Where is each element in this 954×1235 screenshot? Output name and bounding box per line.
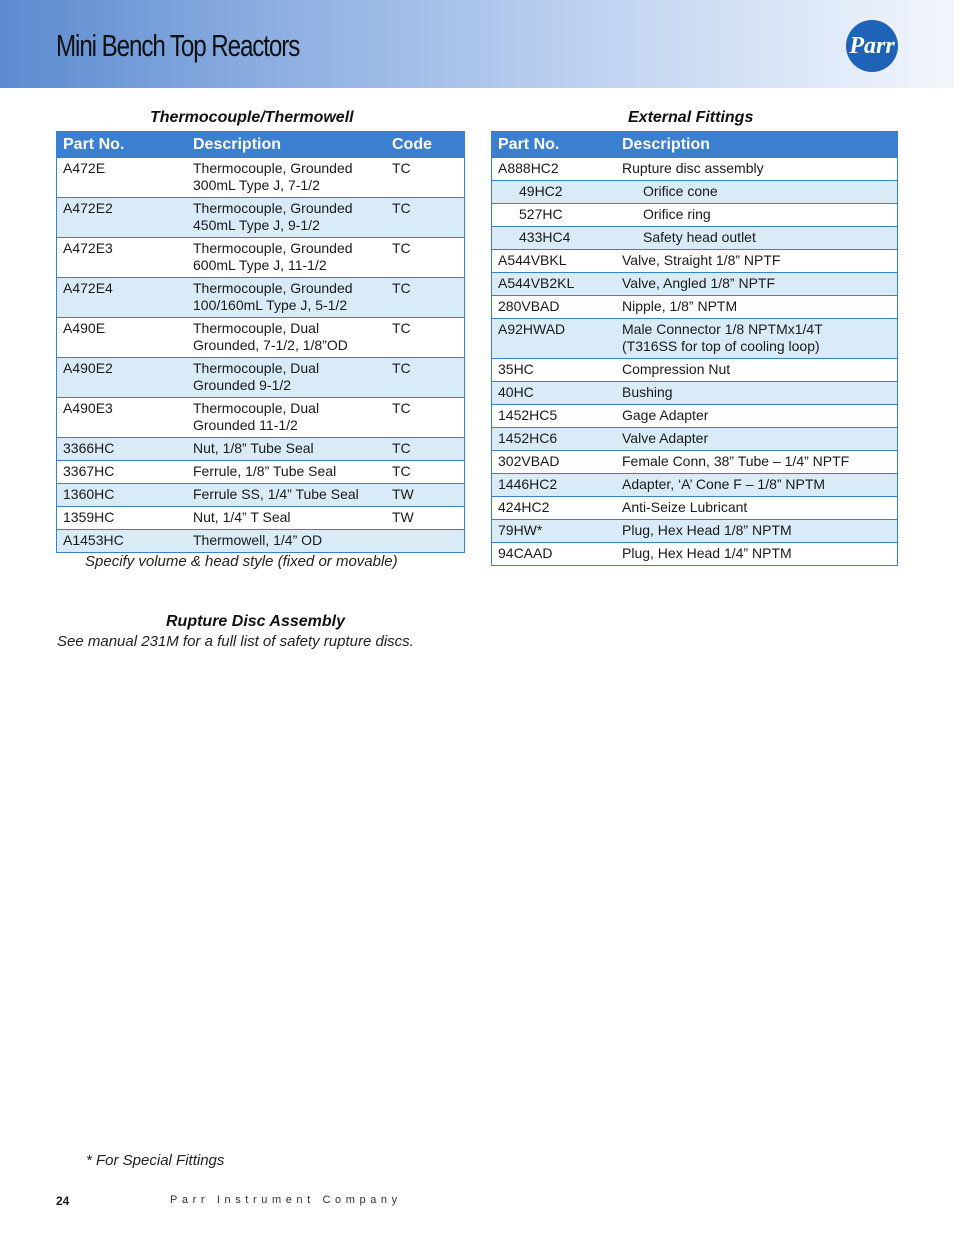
table-cell: Anti-Seize Lubricant <box>616 497 898 520</box>
table-cell: A490E3 <box>57 398 188 438</box>
table-cell: A472E2 <box>57 198 188 238</box>
table-cell: 1446HC2 <box>492 474 617 497</box>
table-row <box>492 204 898 227</box>
table-cell: TW <box>386 484 465 507</box>
table-row <box>57 530 465 553</box>
table-cell: A544VBKL <box>492 250 617 273</box>
table-cell: Female Conn, 38” Tube – 1/4” NPTF <box>616 451 898 474</box>
table-cell: Nipple, 1/8” NPTM <box>616 296 898 319</box>
table-row <box>492 405 898 428</box>
fittings-table <box>491 131 898 566</box>
table-cell <box>386 530 465 553</box>
table-cell: Nut, 1/8” Tube Seal <box>187 438 386 461</box>
table-row <box>57 278 465 318</box>
rupture-note: See manual 231M for a full list of safety rupture discs. <box>57 633 414 650</box>
table-cell: TC <box>386 318 465 358</box>
table-row <box>57 318 465 358</box>
table-cell: Orifice ring <box>616 204 898 227</box>
table-cell: A472E3 <box>57 238 188 278</box>
thermocouple-section-title: Thermocouple/Thermowell <box>150 109 354 126</box>
table-row <box>492 543 898 566</box>
thermocouple-table <box>56 131 465 553</box>
table-cell: 35HC <box>492 359 617 382</box>
thermocouple-note: Specify volume & head style (fixed or movable) <box>85 553 398 570</box>
table-cell: Ferrule SS, 1/4” Tube Seal <box>187 484 386 507</box>
table-row <box>492 319 898 359</box>
table-cell: Thermocouple, Grounded 100/160mL Type J, 5-1/2 <box>187 278 386 318</box>
column-header: Part No. <box>57 132 188 158</box>
table-cell: 1452HC6 <box>492 428 617 451</box>
table-cell: Gage Adapter <box>616 405 898 428</box>
table-row <box>492 497 898 520</box>
column-header: Description <box>187 132 386 158</box>
table-cell: 94CAAD <box>492 543 617 566</box>
table-cell: 3367HC <box>57 461 188 484</box>
table-header-row <box>57 132 465 158</box>
table-header-row <box>492 132 898 158</box>
table-cell: TW <box>386 507 465 530</box>
table-cell: 527HC <box>492 204 617 227</box>
table-cell: Thermocouple, Grounded 600mL Type J, 11-1/2 <box>187 238 386 278</box>
table-cell: A472E <box>57 158 188 198</box>
table-row <box>492 359 898 382</box>
table-cell: 3366HC <box>57 438 188 461</box>
table-cell: Bushing <box>616 382 898 405</box>
table-cell: 79HW* <box>492 520 617 543</box>
table-cell: A544VB2KL <box>492 273 617 296</box>
table-cell: 1452HC5 <box>492 405 617 428</box>
table-cell: 280VBAD <box>492 296 617 319</box>
table-cell: 1359HC <box>57 507 188 530</box>
table-cell: Thermocouple, Dual Grounded 9-1/2 <box>187 358 386 398</box>
table-cell: Thermowell, 1/4” OD <box>187 530 386 553</box>
table-row <box>492 296 898 319</box>
parr-logo: Parr <box>846 20 898 72</box>
table-row <box>492 451 898 474</box>
table-row <box>57 398 465 438</box>
table-cell: A472E4 <box>57 278 188 318</box>
table-row <box>57 438 465 461</box>
footnote: * For Special Fittings <box>86 1152 225 1169</box>
table-cell: Safety head outlet <box>616 227 898 250</box>
table-cell: Adapter, ‘A’ Cone F – 1/8” NPTM <box>616 474 898 497</box>
table-row <box>492 428 898 451</box>
table-cell: Compression Nut <box>616 359 898 382</box>
table-row <box>492 158 898 181</box>
table-row <box>57 484 465 507</box>
table-cell: TC <box>386 438 465 461</box>
column-header: Description <box>616 132 898 158</box>
table-cell: 49HC2 <box>492 181 617 204</box>
table-cell: 302VBAD <box>492 451 617 474</box>
table-cell: Ferrule, 1/8” Tube Seal <box>187 461 386 484</box>
page-number: 24 <box>56 1194 70 1208</box>
table-cell: Thermocouple, Dual Grounded, 7-1/2, 1/8”OD <box>187 318 386 358</box>
rupture-section-title: Rupture Disc Assembly <box>166 613 346 630</box>
table-cell: 40HC <box>492 382 617 405</box>
table-cell: Valve Adapter <box>616 428 898 451</box>
table-cell: Male Connector 1/8 NPTMx1/4T (T316SS for top of cooling loop) <box>616 319 898 359</box>
table-cell: Orifice cone <box>616 181 898 204</box>
table-row <box>492 520 898 543</box>
table-cell: Plug, Hex Head 1/4” NPTM <box>616 543 898 566</box>
table-cell: 433HC4 <box>492 227 617 250</box>
table-cell: Thermocouple, Grounded 450mL Type J, 9-1/2 <box>187 198 386 238</box>
table-row <box>492 382 898 405</box>
table-row <box>492 250 898 273</box>
table-cell: A888HC2 <box>492 158 617 181</box>
table-row <box>57 461 465 484</box>
table-cell: TC <box>386 238 465 278</box>
table-row <box>57 238 465 278</box>
table-cell: Nut, 1/4” T Seal <box>187 507 386 530</box>
table-cell: A490E <box>57 318 188 358</box>
table-cell: TC <box>386 461 465 484</box>
table-cell: 1360HC <box>57 484 188 507</box>
table-cell: A1453HC <box>57 530 188 553</box>
page-title: Mini Bench Top Reactors <box>56 28 300 63</box>
table-cell: TC <box>386 398 465 438</box>
table-row <box>492 227 898 250</box>
table-cell: A92HWAD <box>492 319 617 359</box>
table-cell: Rupture disc assembly <box>616 158 898 181</box>
table-row <box>492 181 898 204</box>
column-header: Part No. <box>492 132 617 158</box>
table-cell: TC <box>386 198 465 238</box>
company-name: Parr Instrument Company <box>170 1194 402 1206</box>
table-cell: TC <box>386 158 465 198</box>
table-cell: Valve, Straight 1/8” NPTF <box>616 250 898 273</box>
table-cell: Valve, Angled 1/8” NPTF <box>616 273 898 296</box>
column-header: Code <box>386 132 465 158</box>
table-cell: Plug, Hex Head 1/8” NPTM <box>616 520 898 543</box>
table-row <box>57 158 465 198</box>
table-cell: TC <box>386 278 465 318</box>
table-cell: TC <box>386 358 465 398</box>
table-row <box>57 507 465 530</box>
table-row <box>57 198 465 238</box>
table-row <box>492 474 898 497</box>
table-cell: Thermocouple, Grounded 300mL Type J, 7-1/2 <box>187 158 386 198</box>
table-row <box>492 273 898 296</box>
fittings-section-title: External Fittings <box>628 109 754 126</box>
table-cell: A490E2 <box>57 358 188 398</box>
table-row <box>57 358 465 398</box>
table-cell: 424HC2 <box>492 497 617 520</box>
table-cell: Thermocouple, Dual Grounded 11-1/2 <box>187 398 386 438</box>
